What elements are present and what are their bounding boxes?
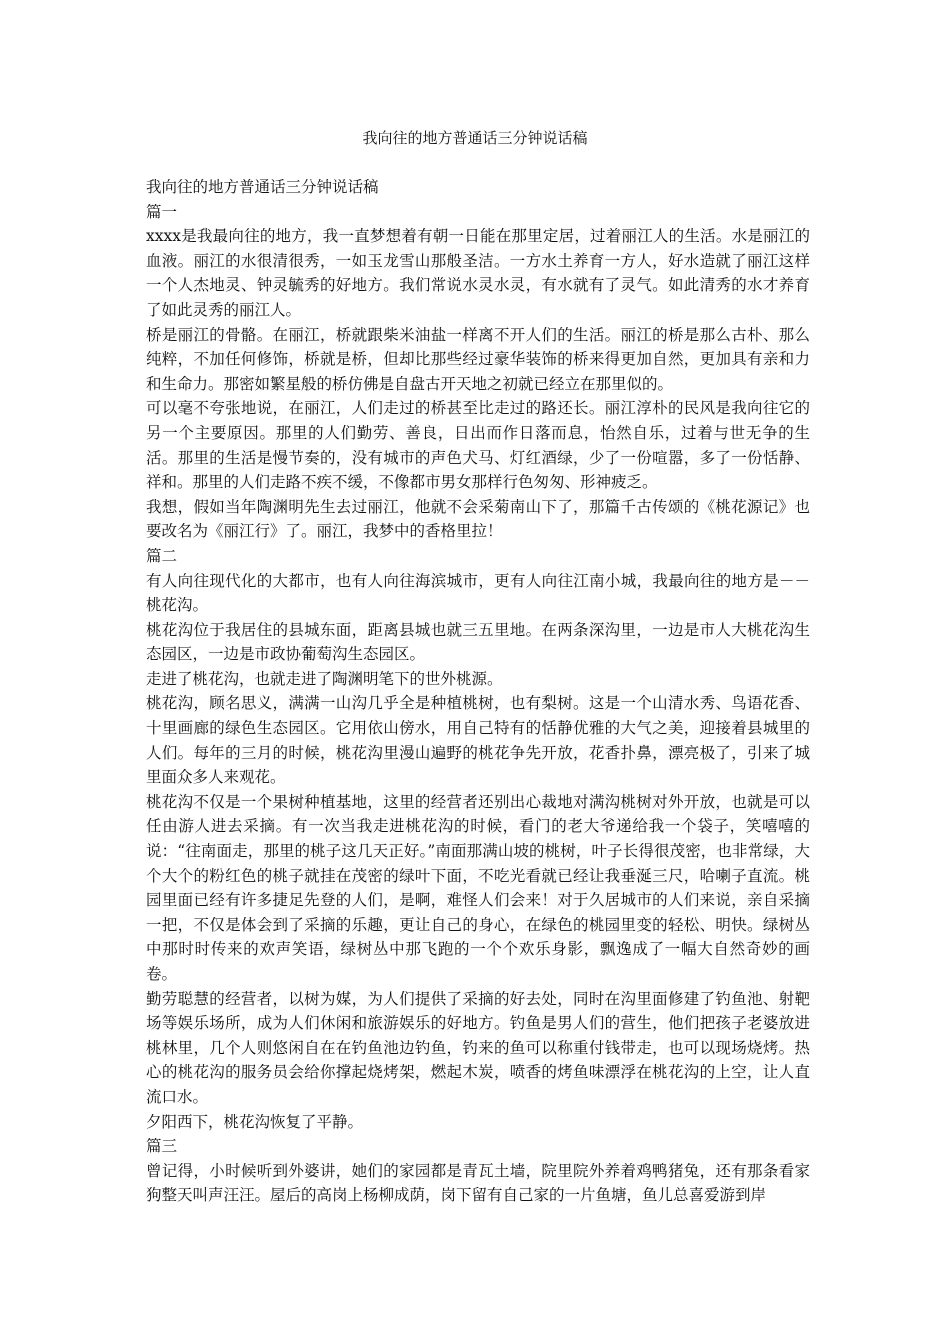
document-body [146, 175, 810, 1208]
section-heading-3: 篇三 [146, 1137, 178, 1156]
paragraph: 桃花沟位于我居住的县城东面，距离县城也就三五里地。在两条深沟里，一边是市人大桃花沟生态园区，一边是市政协葡萄沟生态园区。 [146, 620, 810, 664]
body-subtitle: 我向往的地方普通话三分钟说话稿 [146, 178, 379, 196]
paragraph: 桥是丽江的骨骼。在丽江，桥就跟柴米油盐一样离不开人们的生活。丽江的桥是那么古朴、那么纯粹，不加任何修饰，桥就是桥，但却比那些经过豪华装饰的桥来得更加自然，更加具有亲和力和生命力。那密如繁星般的桥仿佛是自盘古开天地之初就已经立在那里似的。 [146, 325, 810, 393]
paragraph: 可以毫不夸张地说，在丽江，人们走过的桥甚至比走过的路还长。丽江淳朴的民风是我向往它的另一个主要原因。那里的人们勤劳、善良，日出而作日落而息，怡然自乐，过着与世无争的生活。那里的生活是慢节奏的，没有城市的声色犬马、灯红酒绿，少了一份喧嚣，多了一份恬静、祥和。那里的人们走路不疾不缓，不像都市男女那样行色匆匆、形神疲乏。 [146, 399, 810, 492]
document-title: 我向往的地方普通话三分钟说话稿 [362, 129, 588, 147]
paragraph: 走进了桃花沟，也就走进了陶渊明笔下的世外桃源。 [146, 669, 503, 688]
paragraph: 桃花沟，顾名思义，满满一山沟几乎全是种植桃树，也有梨树。这是一个山清水秀、鸟语花香、十里画廊的绿色生态园区。它用依山傍水，用自己特有的恬静优雅的大气之美，迎接着县城里的人们。每年的三月的时候，桃花沟里漫山遍野的桃花争先开放，花香扑鼻，漂亮极了，引来了城里面众多人来观花。 [146, 694, 810, 787]
paragraph: 曾记得，小时候听到外婆讲，她们的家园都是青瓦土墙，院里院外养着鸡鸭猪兔，还有那条看家狗整天叫声汪汪。屋后的高岗上杨柳成荫，岗下留有自己家的一片鱼塘，鱼儿总喜爱游到岸 [146, 1161, 810, 1205]
paragraph: 有人向往现代化的大都市，也有人向往海滨城市，更有人向往江南小城，我最向往的地方是－－桃花沟。 [146, 571, 810, 615]
paragraph: 我想，假如当年陶渊明先生去过丽江，他就不会采菊南山下了，那篇千古传颂的《桃花源记》也要改名为《丽江行》了。丽江，我梦中的香格里拉！ [146, 497, 810, 541]
paragraph: 夕阳西下，桃花沟恢复了平静。 [146, 1112, 364, 1131]
section-heading-1: 篇一 [146, 202, 178, 221]
paragraph: 勤劳聪慧的经营者，以树为媒，为人们提供了采摘的好去处，同时在沟里面修建了钓鱼池、射靶场等娱乐场所，成为人们休闲和旅游娱乐的好地方。钓鱼是男人们的营生，他们把孩子老婆放进桃林里，几个人则悠闲自在在钓鱼池边钓鱼，钓来的鱼可以称重付钱带走，也可以现场烧烤。热心的桃花沟的服务员会给你撑起烧烤架，燃起木炭，喷香的烤鱼味漂浮在桃花沟的上空，让人直流口水。 [146, 989, 810, 1106]
paragraph: xxxx是我最向往的地方，我一直梦想着有朝一日能在那里定居，过着丽江人的生活。水是丽江的血液。丽江的水很清很秀，一如玉龙雪山那般圣洁。一方水土养育一方人，好水造就了丽江这样一个人杰地灵、钟灵毓秀的好地方。我们常说水灵水灵，有水就有了灵气。如此清秀的水才养育了如此灵秀的丽江人。 [146, 227, 810, 319]
section-heading-2: 篇二 [146, 546, 178, 565]
paragraph: 桃花沟不仅是一个果树种植基地，这里的经营者还别出心裁地对满沟桃树对外开放，也就是可以任由游人进去采摘。有一次当我走进桃花沟的时候，看门的老大爷递给我一个袋子，笑嘻嘻的说：“往南面走，那里的桃子这几天正好。”南面那满山坡的桃树，叶子长得很茂密，也非常绿，大个大个的粉红色的桃子就挂在茂密的绿叶下面，不吃光看就已经让我垂涎三尺，哈喇子直流。桃园里面已经有许多捷足先登的人们，是啊，难怪人们会来！对于久居城市的人们来说，亲自采摘一把，不仅是体会到了采摘的乐趣，更让自己的身心，在绿色的桃园里变的轻松、明快。绿树丛中那时时传来的欢声笑语，绿树丛中那飞跑的一个个欢乐身影，飘逸成了一幅大自然奇妙的画卷。 [146, 792, 810, 983]
